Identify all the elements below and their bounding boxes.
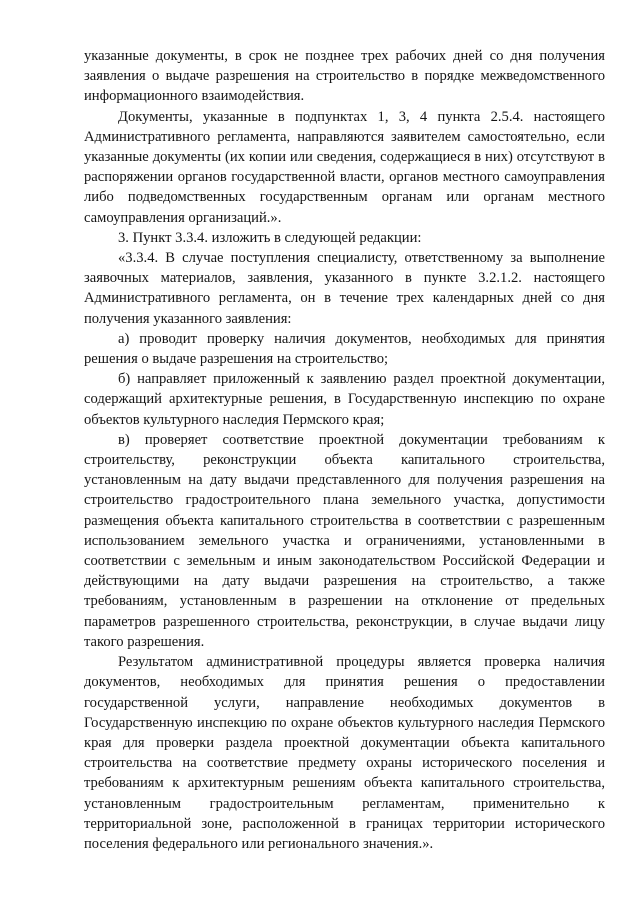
- paragraph-continuation: указанные документы, в срок не позднее трех рабочих дней со дня получения заявления о выдаче разрешения на строительство в порядке межведомственного информационного взаимодействия.: [84, 48, 605, 105]
- list-item-a: а) проводит проверку наличия документов, необходимых для принятия решения о выдаче разрешения на строительство;: [84, 330, 605, 368]
- list-item-v: в) проверяет соответствие проектной документации требованиям к строительству, реконструкции объекта капитального строительства, установленным на дату выдачи представленного для получения разрешения на строительство градостроительного плана земельного участка, допустимости размещения объекта капитального строительства в соответствии с разрешенным использованием земельного участка и ограничениями, установленными в соответствии с земельным и иным законодательством Российской Федерации и действующими на дату выдачи разрешения на строительство, а также требованиям, установленным в разрешении на отклонение от предельных параметров разрешенного строительства, реконструкции, в случае выдачи лицу такого разрешения.: [84, 431, 605, 650]
- paragraph-clause-3-3-4: «3.3.4. В случае поступления специалисту, ответственному за выполнение заявочных материалов, заявления, указанного в пункте 3.2.1.2. настоящего Административного регламента, он в течение трех календарных дней со дня получения указанного заявления:: [84, 250, 605, 327]
- list-item-b: б) направляет приложенный к заявлению раздел проектной документации, содержащий архитектурные решения, в Государственную инспекцию по охране объектов культурного наследия Пермского края;: [84, 371, 605, 428]
- paragraph-procedure-result: Результатом административной процедуры является проверка наличия документов, необходимых для принятия решения о предоставлении государственной услуги, направление необходимых документов в Государственную инспекцию по охране объектов культурного наследия Пермского края для проверки раздела проектной документации объекта капитального строительства на соответствие предмету охраны исторического поселения и требованиям к архитектурным решениям объекта капитального строительства, установленным градостроительным регламентам, применительно к территориальной зоне, расположенной в границах территории исторического поселения федерального или регионального значения.».: [84, 654, 605, 852]
- paragraph-amendment-3: 3. Пункт 3.3.4. изложить в следующей редакции:: [118, 229, 422, 246]
- paragraph-documents-self-submission: Документы, указанные в подпунктах 1, 3, 4 пункта 2.5.4. настоящего Административного регламента, направляются заявителем самостоятельно, если указанные документы (их копии или сведения, содержащиеся в них) отсутствуют в распоряжении органов государственной власти, органов местного самоуправления либо подведомственных государственным органам или органам местного самоуправления организаций.».: [84, 108, 605, 226]
- document-body: [84, 46, 605, 854]
